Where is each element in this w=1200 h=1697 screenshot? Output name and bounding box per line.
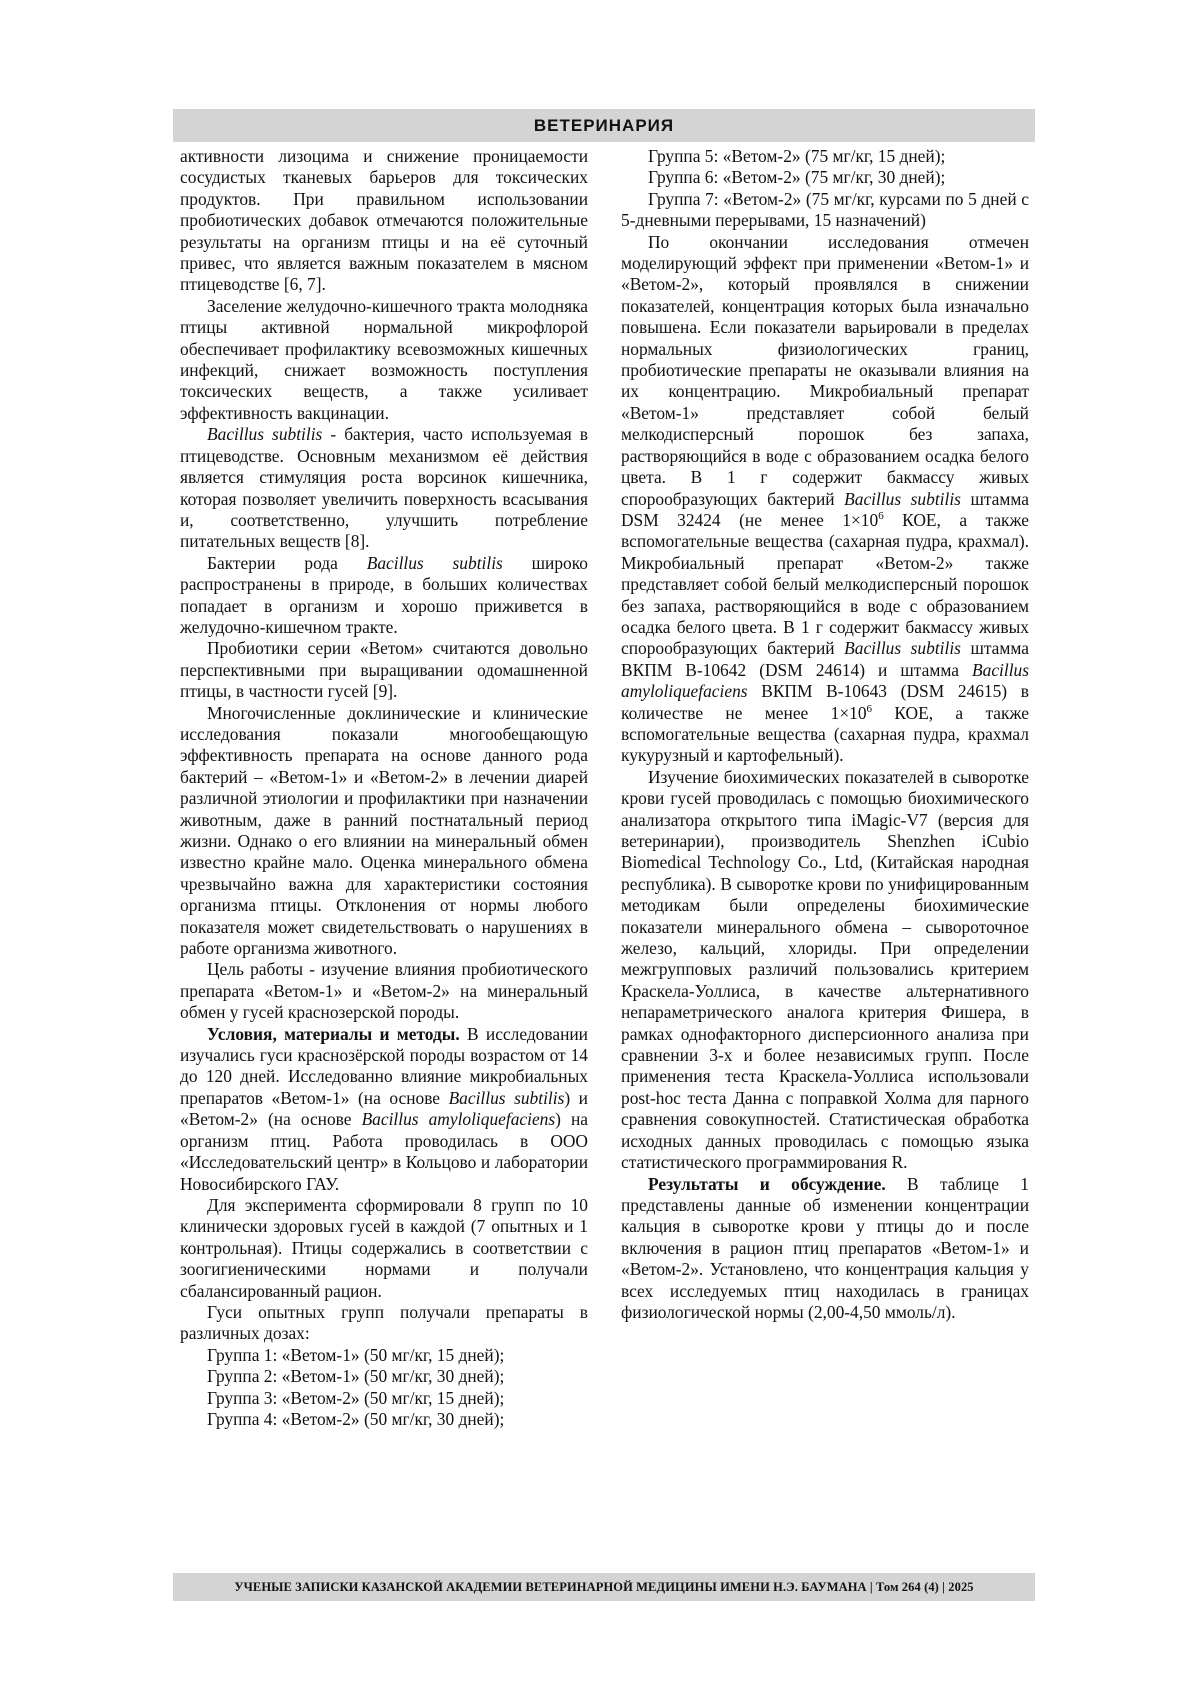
paragraph: Цель работы - изучение влияния пробиотического препарата «Ветом-1» и «Ветом-2» на минеральный обмен у гусей краснозерской породы. xyxy=(180,959,588,1023)
section-heading: Условия, материалы и методы. xyxy=(207,1023,460,1044)
group-item: Группа 4: «Ветом-2» (50 мг/кг, 30 дней); xyxy=(207,1408,505,1429)
exponent: 6 xyxy=(866,702,873,715)
group-item: Группа 5: «Ветом-2» (75 мг/кг, 15 дней); xyxy=(648,146,946,166)
section-title: ВЕТЕРИНАРИЯ xyxy=(533,115,675,135)
paragraph: активности лизоцима и снижение проницаемости сосудистых тканевых барьеров для токсических продуктов. При правильном использовании пробиотических добавок отмечаются положительные результаты на организм птицы и на её суточный привес, что является важным показателем в мясном птицеводстве [6, 7]. xyxy=(180,146,588,295)
group-item: Группа 2: «Ветом-1» (50 мг/кг, 30 дней); xyxy=(207,1366,505,1387)
species-name: Bacillus subtilis xyxy=(207,424,323,445)
species-name: Bacillus subtilis xyxy=(366,552,503,573)
paragraph: Для эксперимента сформировали 8 групп по 10 клинически здоровых гусей в каждой (7 опытных и 1 контрольная). Птицы содержались в соответствии с зоогигиеническими нормами и получали сбалансированный рацион. xyxy=(180,1194,588,1301)
group-item: Группа 3: «Ветом-2» (50 мг/кг, 15 дней); xyxy=(207,1387,505,1408)
left-column xyxy=(180,146,588,1430)
paragraph: Гуси опытных групп получали препараты в различных дозах: xyxy=(180,1301,588,1344)
paragraph: Многочисленные доклинические и клинические исследования показали многообещающую эффективность препарата на основе данного рода бактерий – «Ветом-1» и «Ветом-2» в лечении диарей различной этиологии и профилактики при назначении животным, даже в ранний постнатальный период жизни. Однако о его влиянии на минеральный обмен известно крайне мало. Оценка минерального обмена чрезвычайно важна для характеристики состояния организма птицы. Отклонения от нормы любого показателя может свидетельствовать о нарушениях в работе организма животного. xyxy=(180,702,588,959)
paragraph: Bacillus subtilis - бактерия, часто используемая в птицеводстве. Основным механизмом её действия является стимуляция роста ворсинок кишечника, которая позволяет увеличить поверхность всасывания и, соответственно, улучшить потребление питательных веществ [8]. xyxy=(180,424,588,552)
journal-footer xyxy=(173,1573,1035,1601)
paragraph: Результаты и обсуждение. В таблице 1 представлены данные об изменении концентрации кальция в сыворотке крови у птицы до и после включения в рацион птиц препаратов «Ветом-1» и «Ветом-2». Установлено, что концентрация кальция у всех исследуемых птиц находилась в границах физиологической нормы (2,00-4,50 ммоль/л). xyxy=(621,1173,1029,1322)
species-name: Bacillus subtilis xyxy=(844,638,961,659)
paragraph: Условия, материалы и методы. В исследовании изучались гуси краснозёрской породы возрастом от 14 до 120 дней. Исследованно влияние микробиальных препаратов «Ветом-1» (на основе Bacillus subtilis) и «Ветом-2» (на основе Bacillus amyloliquefaciens) на организм птиц. Работа проводилась в ООО «Исследовательский центр» в Кольцово и лаборатории Новосибирского ГАУ. xyxy=(180,1023,588,1194)
paragraph: Изучение биохимических показателей в сыворотке крови гусей проводилась с помощью биохимического анализатора открытого типа iMagic-V7 (версия для ветеринарии), производитель Shenzhen iCubio Biomedical Technology Co., Ltd, (Китайская народная республика). В сыворотке крови по унифицированным методикам были определены биохимические показатели минерального обмена – сывороточное железо, кальций, хлориды. При определении межгрупповых различий пользовались критерием Краскела-Уоллиса, в качестве альтернативного непараметрического аналога критерия Фишера, в рамках однофакторного дисперсионного анализа при сравнении 3-х и более независимых групп. После применения теста Краскела-Уоллиса использовали post-hoc теста Данна с поправкой Холма для парного сравнения совокупностей. Статистическая обработка исходных данных проводилась с помощью языка статистического программирования R. xyxy=(621,766,1029,1173)
group-item: Группа 1: «Ветом-1» (50 мг/кг, 15 дней); xyxy=(207,1344,505,1365)
paragraph: Пробиотики серии «Ветом» считаются довольно перспективными при выращивании одомашненной птицы, в частности гусей [9]. xyxy=(180,638,588,702)
species-name: Bacillus subtilis xyxy=(844,488,961,509)
paragraph: Бактерии рода Bacillus subtilis широко распространены в природе, в больших количествах попадает в организм и хорошо приживется в желудочно-кишечном тракте. xyxy=(180,552,588,637)
species-name: Bacillus amyloliquefaciens xyxy=(621,659,1029,702)
section-header xyxy=(173,109,1035,142)
paragraph: По окончании исследования отмечен моделирующий эффект при применении «Ветом-1» и «Ветом-2», который проявлялся в снижении показателей, концентрация которых была изначально повышена. Если показатели варьировали в пределах нормальных физиологических границ, пробиотические препараты не оказывали влияния на их концентрацию. Микробиальный препарат «Ветом-1» представляет собой белый мелкодисперсный порошок без запаха, растворяющийся в воде с образованием осадка белого цвета. В 1 г содержит бакмассу живых спорообразующих бактерий Bacillus subtilis штамма DSM 32424 (не менее $1\times 10^6$ КОЕ, а также вспомогательные вещества (сахарная пудра, крахмал). Микробиальный препарат «Ветом-2» также представляет собой белый мелкодисперсный порошок без запаха, растворяющийся в воде с образованием осадка белого цвета. В 1 г содержит бакмассу живых спорообразующих бактерий Bacillus subtilis штамма ВКПМ В-10642 (DSM 24614) и штамма Bacillus amyloliquefaciens ВКПМ В-10643 (DSM 24615) в количестве не менее $1\times 10^6$ КОЕ, а также вспомогательные вещества (сахарная пудра, крахмал кукурузный и картофельный). xyxy=(621,231,1029,766)
group-item: Группа 6: «Ветом-2» (75 мг/кг, 30 дней); xyxy=(648,167,946,188)
species-name: Bacillus subtilis xyxy=(448,1087,565,1108)
paragraph: Заселение желудочно-кишечного тракта молодняка птицы активной нормальной микрофлорой обеспечивает профилактику всевозможных кишечных инфекций, снижает возможность поступления токсических веществ, а также усиливает эффективность вакцинации. xyxy=(180,295,588,423)
species-name: Bacillus amyloliquefaciens xyxy=(361,1109,556,1130)
exponent: 6 xyxy=(878,510,884,523)
right-column xyxy=(621,146,1029,1323)
section-heading: Результаты и обсуждение. xyxy=(648,1173,886,1194)
journal-citation: УЧЕНЫЕ ЗАПИСКИ КАЗАНСКОЙ АКАДЕМИИ ВЕТЕРИНАРНОЙ МЕДИЦИНЫ ИМЕНИ Н.Э. БАУМАНА | Том 264 (4) | 2025 xyxy=(234,1579,974,1594)
group-item: Группа 7: «Ветом-2» (75 мг/кг, курсами по 5 дней с 5-дневными перерывами, 15 назначений) xyxy=(621,188,1029,231)
